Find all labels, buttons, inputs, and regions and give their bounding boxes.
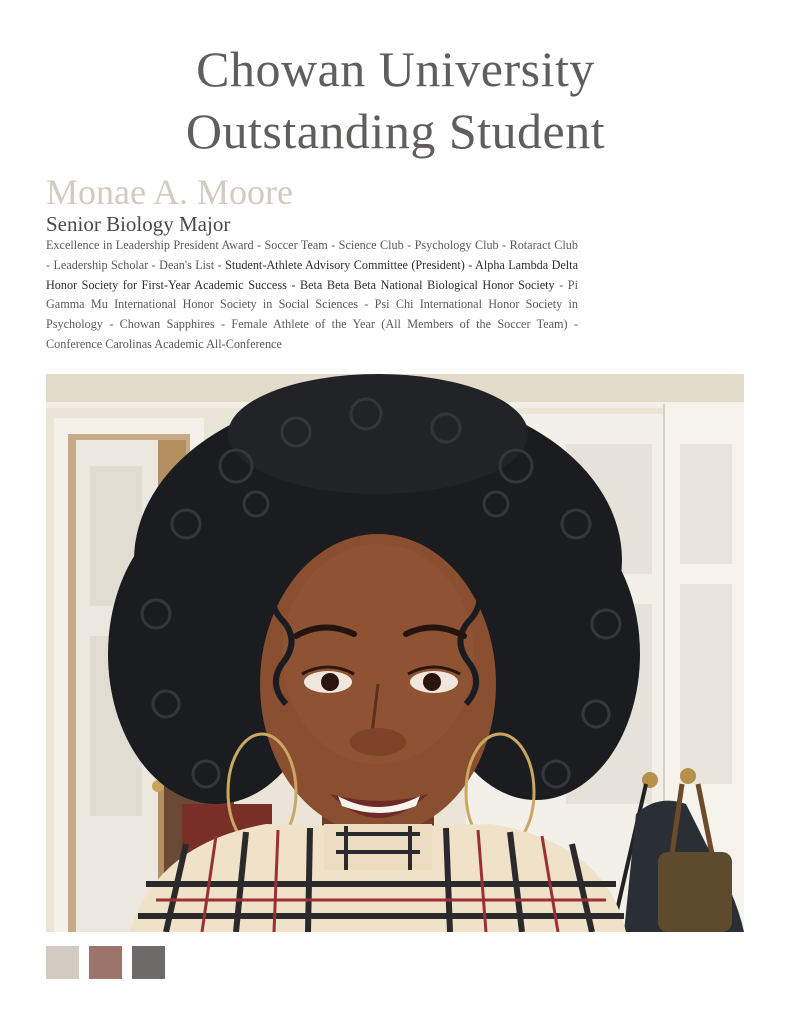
achievements-text-2: Student-Athlete Advisory Committee (President) - Alpha Lambda Delta Honor Society for First-Year Academic Success -: [46, 257, 578, 292]
palette-swatch-mauve: [89, 946, 122, 979]
achievements-text-4: - Pi Gamma Mu International Honor Society in Social Sciences - Psi Chi International Honor Society in Psychology - Chowan Sapphires - Female Athlete of the Year (All Members of the Soccer Team) -: [46, 277, 578, 332]
achievements-text-5: Conference Carolinas Academic All-Conference: [46, 336, 282, 351]
palette-swatch-beige: [46, 946, 79, 979]
achievements-list: [46, 236, 578, 355]
achievements-text-1: Excellence in Leadership President Award - Soccer Team - Science Club - Psychology Club - Rotaract Club - Leadership Scholar - Dean's List -: [46, 238, 578, 272]
student-photo: [46, 374, 744, 932]
student-major: Senior Biology Major: [46, 212, 231, 236]
achievements-text-3: Beta Beta Beta National Biological Honor Society: [299, 277, 555, 292]
header-title-line-1: Chowan University: [196, 41, 595, 97]
palette-swatch-gray: [132, 946, 165, 979]
header-title-line-2: Outstanding Student: [185, 103, 606, 159]
student-name: Monae A. Moore: [46, 172, 293, 212]
